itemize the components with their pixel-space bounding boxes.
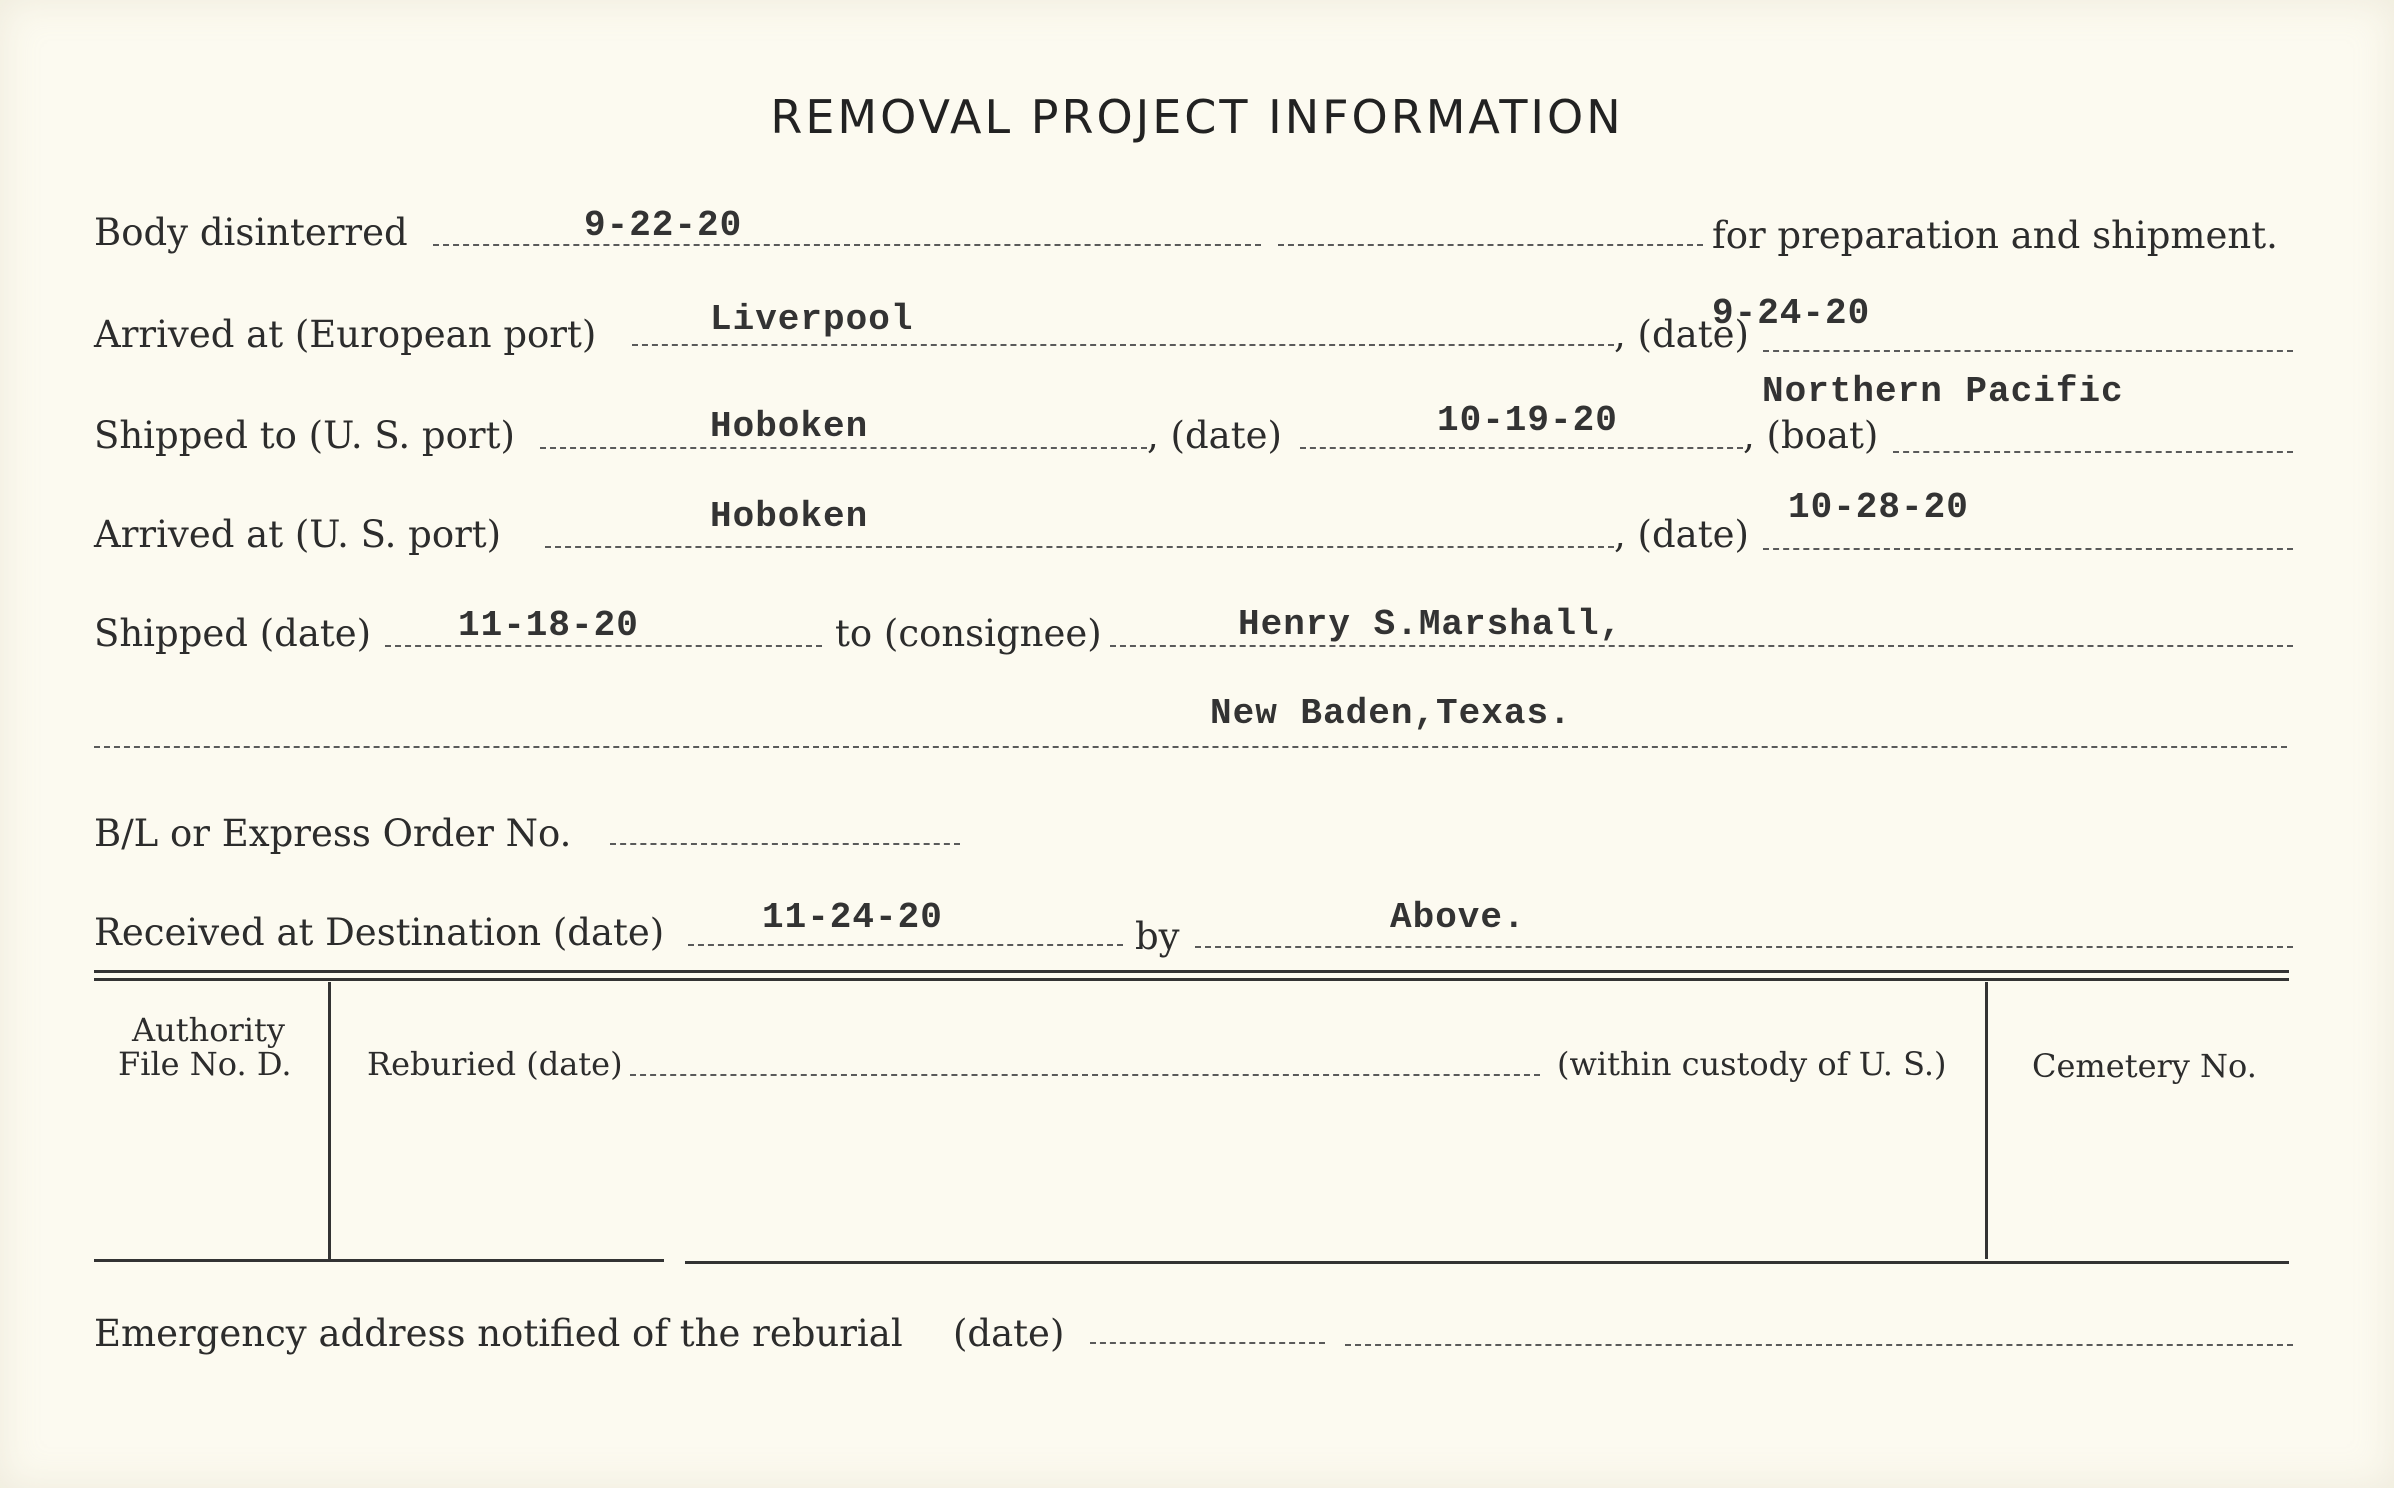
field-line-emergency-date-2 [1345, 1344, 2293, 1346]
field-line-disinterred [433, 244, 1261, 246]
value-boat: Northern Pacific [1762, 371, 2124, 412]
label-boat: , (boat) [1743, 414, 1879, 457]
label-file-no: File No. D. [118, 1045, 292, 1083]
value-consignee-address: New Baden,Texas. [1210, 693, 1572, 734]
field-line-european-date [1763, 350, 2293, 352]
label-emergency-address: Emergency address notified of the reburial [94, 1312, 903, 1355]
value-us-port-arrived: Hoboken [710, 496, 869, 537]
field-line-consignee-continued [94, 746, 2287, 748]
field-line-reburied-date [630, 1074, 1540, 1076]
label-reburied-date: Reburied (date) [367, 1045, 623, 1083]
value-disinterred-date: 9-22-20 [584, 205, 743, 246]
label-bl-express: B/L or Express Order No. [94, 812, 572, 855]
label-authority: Authority [132, 1011, 285, 1049]
value-consignee-name: Henry S.Marshall, [1238, 604, 1623, 645]
value-received-date: 11-24-20 [762, 897, 943, 938]
value-us-port-shipped: Hoboken [710, 406, 869, 447]
label-date-2: , (date) [1147, 414, 1282, 457]
label-arrived-european-port: Arrived at (European port) [94, 313, 597, 356]
value-shipped-date: 11-18-20 [458, 605, 639, 646]
field-line-consignee [1110, 645, 2293, 647]
table-divider-right [1985, 982, 1988, 1259]
value-european-port-date: 9-24-20 [1712, 293, 1871, 334]
double-rule-top [94, 970, 2289, 973]
field-line-bl-express [610, 843, 960, 845]
label-to-consignee: to (consignee) [835, 612, 1102, 655]
table-bottom-rule-2 [685, 1261, 2289, 1264]
table-bottom-rule-1 [94, 1259, 664, 1262]
label-date-1: , (date) [1614, 313, 1749, 356]
value-us-port-arrived-date: 10-28-20 [1788, 487, 1969, 528]
label-shipped-to-us-port: Shipped to (U. S. port) [94, 414, 515, 457]
label-cemetery-no: Cemetery No. [2032, 1047, 2257, 1085]
label-received-destination: Received at Destination (date) [94, 911, 665, 954]
label-for-preparation: for preparation and shipment. [1712, 214, 2278, 257]
value-us-port-shipped-date: 10-19-20 [1437, 400, 1618, 441]
double-rule-bottom [94, 978, 2289, 981]
field-line-emergency-date [1090, 1342, 1325, 1344]
field-line-disinterred-2 [1278, 244, 1703, 246]
field-line-received-date [688, 944, 1123, 946]
field-line-us-port-arrived-date [1763, 548, 2293, 550]
label-shipped-date: Shipped (date) [94, 612, 372, 655]
field-line-us-port-arrived [545, 546, 1614, 548]
card-title: REMOVAL PROJECT INFORMATION [770, 90, 1624, 144]
field-line-us-port-shipped [540, 447, 1147, 449]
value-european-port: Liverpool [710, 299, 914, 340]
label-date-3: , (date) [1614, 513, 1749, 556]
label-emergency-date: (date) [953, 1312, 1065, 1355]
label-arrived-us-port: Arrived at (U. S. port) [94, 513, 502, 556]
label-by: by [1135, 915, 1180, 958]
field-line-boat [1893, 451, 2293, 453]
label-within-custody: (within custody of U. S.) [1557, 1045, 1947, 1083]
label-body-disinterred: Body disinterred [94, 211, 408, 254]
value-received-by: Above. [1390, 897, 1526, 938]
field-line-us-port-shipped-date [1300, 447, 1743, 449]
field-line-received-by [1195, 946, 2293, 948]
field-line-european-port [632, 344, 1614, 346]
table-divider-left [328, 982, 331, 1259]
